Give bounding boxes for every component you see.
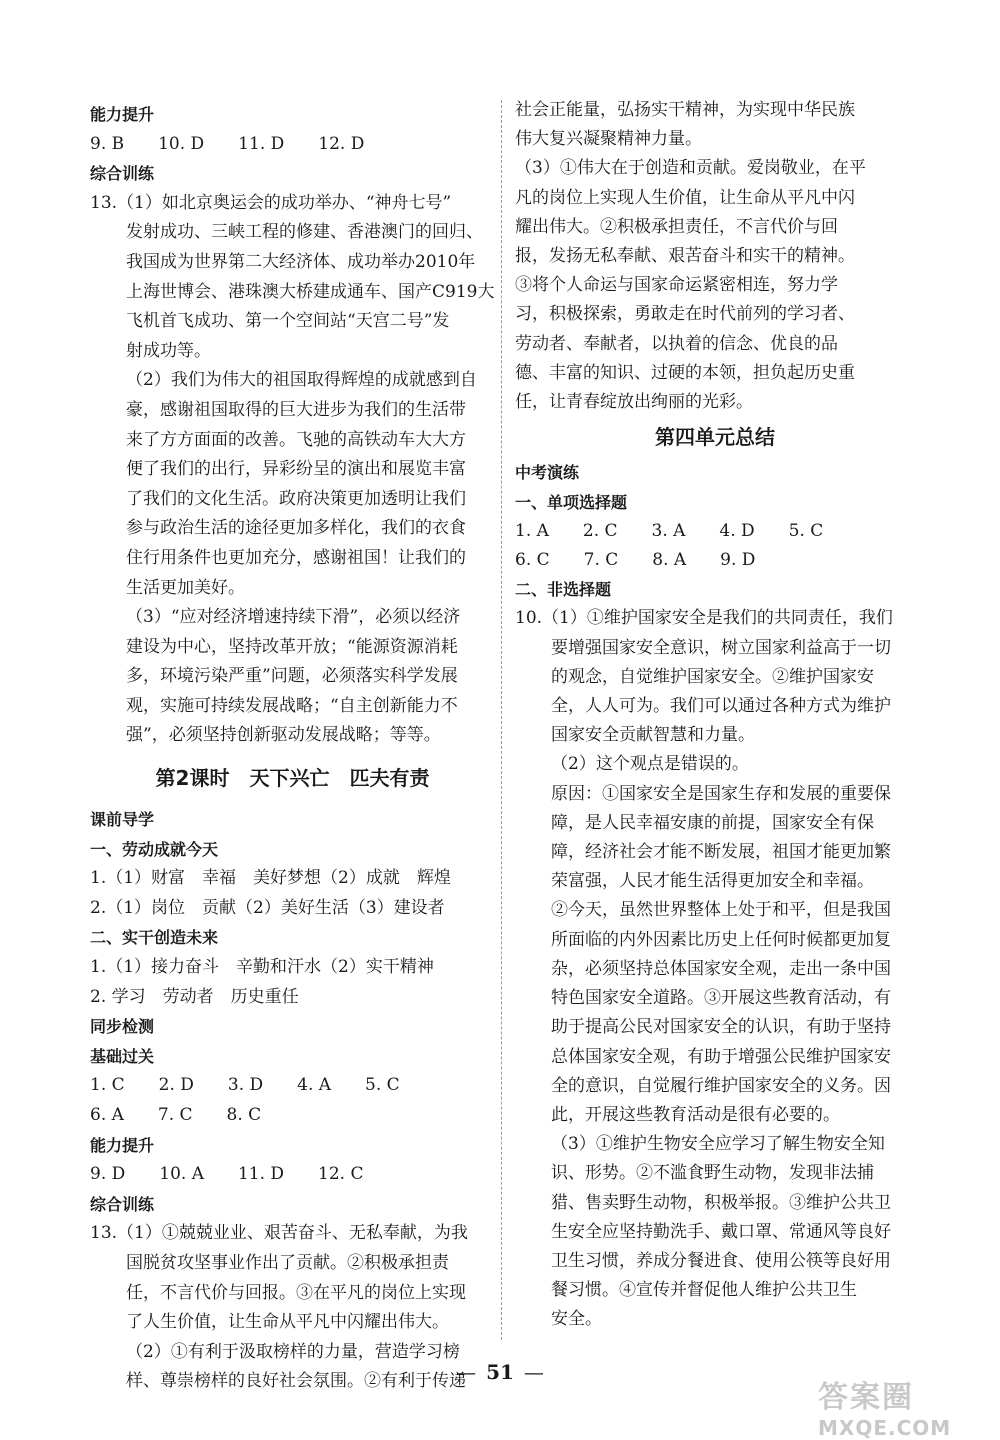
text-line: （2）这个观点是错误的。 [551, 754, 749, 775]
text-line: 了人生价值，让生命从平凡中闪耀出伟大。 [126, 1312, 449, 1333]
text-line: 特色国家安全道路。③开展这些教育活动，有 [551, 988, 891, 1009]
text-line: （3）“应对经济增速持续下滑”，必须以经济 [126, 607, 461, 628]
text-line: 所面临的内外因素比历史上任何时候都更加复 [551, 929, 891, 950]
text-line: 餐习惯。④宣传并督促他人维护公共卫生 [551, 1280, 857, 1301]
section-heading: 一、劳动成就今天 [90, 839, 219, 859]
text-line: 原因：①国家安全是国家生存和发展的重要保 [551, 783, 891, 804]
text-line: 我国成为世界第二大经济体、成功举办2010年 [126, 251, 476, 272]
text-line: 强”，必须坚持创新驱动发展战略；等等。 [126, 725, 441, 746]
text-line: ②今天，虽然世界整体上处于和平，但是我国 [551, 900, 891, 921]
text-line: 识、形势。②不滥食野生动物，发现非法捕 [551, 1163, 874, 1184]
text-line: （3）①伟大在于创造和贡献。爱岗敬业，在平 [515, 158, 866, 179]
text-line: 9. D 10. A 11. D 12. C [90, 1164, 364, 1185]
section-heading: 课前导学 [90, 810, 155, 830]
text-line: ③将个人命运与国家命运紧密相连，努力学 [515, 275, 838, 296]
right-column [515, 96, 915, 1335]
text-line: 豪，感谢祖国取得的巨大进步为我们的生活带 [126, 399, 466, 420]
text-line: 多，环境污染严重”问题，必须落实科学发展 [126, 666, 458, 687]
text-line: 生安全应坚持勤洗手、戴口罩、常通风等良好 [551, 1221, 891, 1242]
text-line: 1.（1）财富 幸福 美好梦想（2）成就 辉煌 [90, 868, 451, 889]
text-line: 凡的岗位上实现人生价值，让生命从平凡中闪 [515, 187, 855, 208]
text-line: 发射成功、三峡工程的修建、香港澳门的回归、 [126, 222, 483, 243]
text-line: 来了方方面面的改善。飞驰的高铁动车大大方 [126, 429, 466, 450]
lesson-title: 第2课时 天下兴亡 匹夫有责 [155, 766, 430, 791]
text-line: 障，是人民幸福安康的前提，国家安全有保 [551, 812, 874, 833]
text-line: 的观念，自觉维护国家安全。②维护国家安 [551, 666, 874, 687]
text-line: 耀出伟大。②积极承担责任，不言代价与回 [515, 216, 838, 237]
lesson-title: 第四单元总结 [655, 425, 775, 450]
text-line: 报，发扬无私奉献、艰苦奋斗和实干的精神。 [515, 246, 855, 267]
text-line: 此，开展这些教育活动是很有必要的。 [551, 1104, 840, 1125]
text-line: 住行用条件也更加充分，感谢祖国！让我们的 [126, 547, 466, 568]
text-line: 射成功等。 [126, 340, 211, 361]
text-line: 飞机首飞成功、第一个空间站“天宫二号”发 [126, 311, 450, 332]
text-line: 6. A 7. C 8. C [90, 1105, 262, 1125]
section-heading: 综合训练 [90, 164, 155, 184]
text-line: 劳动者、奉献者，以执着的信念、优良的品 [515, 333, 838, 354]
section-heading: 同步检测 [90, 1017, 155, 1037]
text-line: 6. C 7. C 8. A 9. D [515, 550, 756, 571]
text-line: 1. C 2. D 3. D 4. A 5. C [90, 1075, 400, 1096]
section-heading: 二、非选择题 [515, 580, 612, 600]
text-line: 10.（1）①维护国家安全是我们的共同责任，我们 [515, 608, 893, 629]
text-line: 习，积极探索，勇敢走在时代前列的学习者、 [515, 304, 855, 325]
section-heading: 二、实干创造未来 [90, 928, 219, 948]
text-line: 生活更加美好。 [126, 577, 245, 598]
text-line: 伟大复兴凝聚精神力量。 [515, 129, 702, 150]
text-line: 参与政治生活的途径更加多样化，我们的衣食 [126, 518, 466, 539]
text-line: （3）①维护生物安全应学习了解生物安全知 [551, 1134, 885, 1155]
column-divider [501, 100, 502, 1340]
text-line: 1. A 2. C 3. A 4. D 5. C [515, 520, 824, 541]
text-line: 了我们的文化生活。政府决策更加透明让我们 [126, 488, 466, 509]
text-line: 1.（1）接力奋斗 辛勤和汗水（2）实干精神 [90, 957, 434, 978]
text-line: 国脱贫攻坚事业作出了贡献。②积极承担责 [126, 1252, 449, 1273]
text-line: 国家安全贡献智慧和力量。 [551, 725, 755, 746]
text-line: 杂，必须坚持总体国家安全观，走出一条中国 [551, 958, 891, 979]
section-heading: 中考演练 [515, 463, 580, 483]
text-line: 观，实施可持续发展战略；“自主创新能力不 [126, 695, 458, 716]
text-line: 助于提高公民对国家安全的认识，有助于坚持 [551, 1017, 891, 1038]
text-line: 荣富强，人民才能生活得更加安全和幸福。 [551, 871, 874, 892]
text-line: 总体国家安全观，有助于增强公民维护国家安 [551, 1046, 891, 1067]
text-line: 上海世博会、港珠澳大桥建成通车、国产C919大 [126, 281, 495, 302]
text-line: 全的意识，自觉履行维护国家安全的义务。因 [551, 1075, 891, 1096]
text-line: 社会正能量，弘扬实干精神，为实现中华民族 [515, 100, 855, 120]
page-number: — 51 — [0, 1360, 1000, 1384]
text-line: 2. 学习 劳动者 历史重任 [90, 986, 299, 1007]
watermark-text: 答案圈 [818, 1380, 914, 1415]
text-line: 2.（1）岗位 贡献（2）美好生活（3）建设者 [90, 897, 445, 918]
text-line: 样、尊崇榜样的良好社会氛围。②有利于传递 [126, 1371, 466, 1392]
text-line: 障，经济社会才能不断发展，祖国才能更加繁 [551, 842, 891, 863]
text-line: 要增强国家安全意识，树立国家利益高于一切 [551, 637, 891, 658]
text-line: 安全。 [551, 1309, 602, 1330]
text-line: 建设为中心，坚持改革开放；“能源资源消耗 [126, 636, 458, 657]
left-column [90, 100, 495, 1397]
section-heading: 综合训练 [90, 1194, 155, 1214]
text-line: （2）我们为伟大的祖国取得辉煌的成就感到自 [126, 370, 477, 391]
section-heading: 一、单项选择题 [515, 492, 628, 512]
watermark-logo [818, 1372, 994, 1440]
watermark-url: MXQE.COM [818, 1416, 952, 1440]
text-line: 9. B 10. D 11. D 12. D [90, 133, 365, 154]
text-line: （2）①有利于汲取榜样的力量，营造学习榜 [126, 1341, 460, 1362]
section-heading: 基础过关 [90, 1046, 155, 1066]
text-line: 13.（1）如北京奥运会的成功举办、“神舟七号” [90, 192, 452, 213]
text-line: 全，人人可为。我们可以通过各种方式为维护 [551, 696, 891, 717]
section-heading: 能力提升 [90, 1135, 155, 1155]
text-line: 卫生习惯，养成分餐进食、使用公筷等良好用 [551, 1250, 891, 1271]
text-line: 任，不言代价与回报。③在平凡的岗位上实现 [126, 1282, 466, 1303]
text-line: 德、丰富的知识、过硬的本领，担负起历史重 [515, 362, 855, 383]
text-line: 任，让青春绽放出绚丽的光彩。 [515, 392, 753, 413]
text-line: 13.（1）①兢兢业业、艰苦奋斗、无私奉献，为我 [90, 1223, 468, 1244]
section-heading: 能力提升 [90, 105, 155, 124]
text-line: 猎、售卖野生动物，积极举报。③维护公共卫 [551, 1192, 891, 1213]
text-line: 便了我们的出行，异彩纷呈的演出和展览丰富 [126, 459, 466, 480]
